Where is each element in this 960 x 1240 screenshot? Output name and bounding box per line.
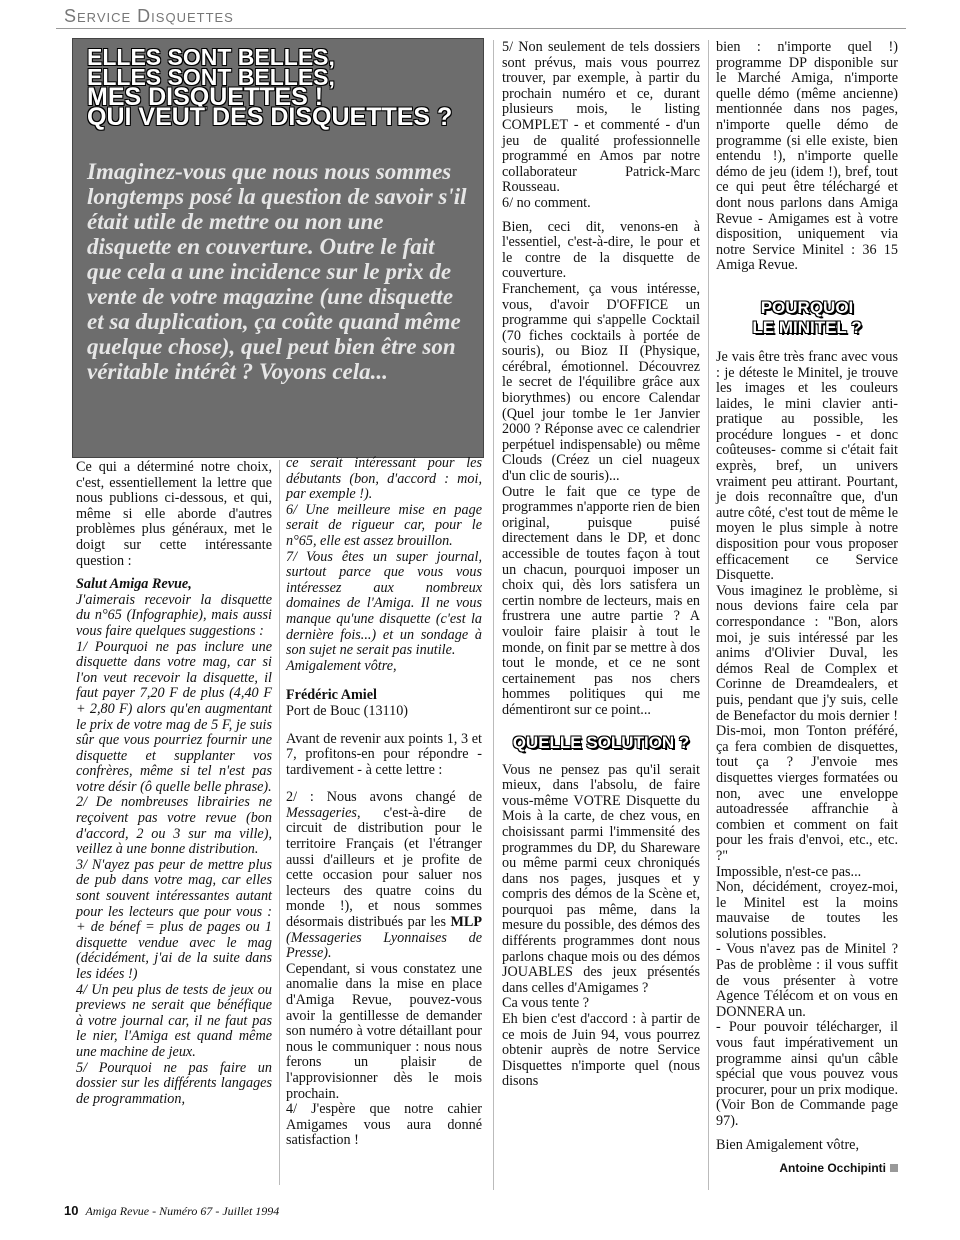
header-rule (56, 28, 906, 29)
intro-box (72, 38, 484, 458)
col4-para: Impossible, n'est-ce pas... (716, 863, 862, 880)
column-rule (493, 40, 494, 1190)
col2-para: ce serait intéressant pour les débutants (bon, d'accord : moi, par exemple !). (286, 455, 482, 503)
col3-para: Outre le fait que ce type de programmes n'apporte rien de bien original, puisque puisé directement dans le DP, et donc accessible de toutes façon à tout un chacun, pourquoi imposer un choix qui, dès lors satisfera un certin nombre de lecteurs, mais en frustrera une autre partie ? A vouloir faire plaisir à tout le monde, on finit par se mettre à dos tout le monde, et ce ne sont certainement pas nos chers hommes politiques qui me démentiront sur ce point... (502, 483, 700, 718)
col3-para: Bien, ceci dit, venons-en à l'essentiel, c'est-à-dire, le pour et le contre de la disquette de couverture. (502, 218, 700, 282)
column-3 (502, 40, 700, 1090)
letter-city: Port de Bouc (13110) (286, 702, 409, 719)
text: MLP (450, 914, 482, 931)
lead-paragraph: Imaginez-vous que nous nous sommes longtemps posé la question de savoir s'il était utile de mettre ou non une disquette en couverture. Outre le fait que cela a une incidence sur le prix de vente de votre magazine (une disquette et sa duplication, ça coûte quand même quelque chose), quel peut bien être son véritable intérêt ? Voyons cela... (87, 159, 467, 384)
section-header: Service Disquettes (64, 6, 234, 26)
text: , c'est-à-dire de circuit de distribution pour le territoire Français (et l'étranger aussi d'ailleurs et je profite de cette occasion pour saluer nos lecteurs des quatre coins du monde !), et nous sommes désormais distribués par les (286, 804, 482, 931)
col2-para: 4/ J'espère que notre cahier Amigames vous aura donné satisfaction ! (286, 1101, 482, 1149)
col1-para: 1/ Pourquoi ne pas inclure une disquette dans votre mag, car si l'on veut recevoir la disquette, il faut payer 7,20 F de plus (4,40 F + 2,80 F) alors qu'en augmentant le prix de votre mag de 5 F, je suis sûr que vous pourriez fournir une disquette et supplanter vos confrères, même si tel n'est pas votre désir (ô quelle belle phrase). (76, 638, 272, 795)
letter-salutation: Salut Amiga Revue, (76, 576, 192, 593)
col3-para: 5/ Non seulement de tels dossiers sont prévus, mais vous pourrez trouver, par exemple, à partir du prochain numéro et ce, durant plusieurs mois, le listing COMPLET - et commenté - d'un jeu de qualité professionnelle programmé en Amos par notre collaborateur Patrick-Marc Rousseau. (502, 39, 700, 196)
author-signature (716, 1161, 898, 1177)
subheading-line: LE MINITEL ? (752, 317, 862, 337)
col1-para: Ce qui a déterminé notre choix, c'est, essentiellement la lettre que nous publions ci-dessous, et qui, même si elle aborde d'autres problèmes plus généraux, met le doigt sur cette intéressante question : (76, 459, 272, 569)
subheading-pourquoi-minitel (716, 298, 898, 338)
col2-para: Avant de revenir aux points 1, 3 et 7, profitons-en pour répondre - tardivement - à cette lettre : (286, 730, 482, 778)
col4-para: bien : n'importe quel !) programme DP disponible sur le Marché Amiga, n'importe quelle démo (même ancienne) mentionnée dans nos pages, n'importe quelle démo de programme (si elle existe, bien entendu !), n'importe quelle démo de jeu (idem !), bref, tout ce qui peut être téléchargé et dont nous parlons dans Amiga Revue - Amigames est à votre disposition, uniquement via notre Service Minitel : 36 15 Amiga Revue. (716, 39, 898, 274)
col3-para: Eh bien c'est d'accord : à partir de ce mois de Juin 94, vous pourrez obtenir auprès de notre Service Disquettes n'importe quel (nous disons (502, 1011, 700, 1090)
title-line-1: ELLES SONT BELLES, (87, 44, 335, 70)
col3-para: Ca vous tente ? (502, 995, 590, 1012)
column-4 (716, 40, 898, 1177)
col4-closing: Bien Amigalement vôtre, (716, 1136, 860, 1153)
title-line-4: QUI VEUT DES DISQUETTES ? (87, 103, 453, 131)
col4-para: Je vais être très franc avec vous : je déteste le Minitel, je trouve les images et les couleurs laides, le mini clavier anti-pratique au possible, les procédure longues - et donc coûteuses- comme si c'était fait exprès, bref, un univers vraiment peu attirant. Pourtant, je dois reconnaître que, d'un autre côté, c'est tout de même le moyen le plus simple à notre disposition pour vous proposer efficacement ce Service Disquette. (716, 348, 898, 584)
subheading-quelle-solution: QUELLE SOLUTION ? (512, 732, 690, 752)
column-2 (286, 456, 482, 1149)
signature-text: Antoine Occhipinti (779, 1161, 886, 1176)
column-rule (279, 460, 280, 1185)
col4-para: - Pour pouvoir télécharger, il vous faut impérativement un programme ainsi qu'un câble spécial que vous pouvez vous procurer, pour un prix modique. (Voir Bon de Commande page 97). (716, 1019, 898, 1129)
col1-para: 4/ Un peu plus de tests de jeux ou previews ne serait que bénéfique à votre journal car, il ne faut pas le nier, l'Amiga est quand même une machine de jeux. (76, 981, 272, 1060)
col4-para: Non, décidément, croyez-moi, le Minitel est la moins mauvaise de toutes les solutions possibles. (716, 879, 898, 942)
col3-para: Franchement, ça vous intéresse, vous, d'avoir D'OFFICE un programme qui s'appelle Cocktail (70 fiches cocktails à portée de souris), ou Bioz II (Physique, cérébral, émotionnel. Découvrez le secret de l'équilibre grâce aux biorythmes) ou encore Calendar (Quel jour tombe le 1er Janvier 2000 ? Réponse avec ce calendrier perpétuel indispensable) ou même Clouds (Créez un ciel nuageux d'un clic de souris)... (502, 280, 700, 485)
title-line-3: MES DISQUETTES ! (87, 83, 324, 111)
col2-para (286, 790, 482, 962)
page-footer (64, 1203, 279, 1219)
text: (Messageries Lyonnaises de Presse). (286, 929, 482, 962)
col2-para: Cependant, si vous constatez une anomalie dans la mise en place d'Amiga Revue, pouvez-vous avoir la gentillesse de demander son numéro à votre détaillant pour nous le communiquer : nous nous ferons un plaisir de l'approvisionner dès le mois prochain. (286, 960, 482, 1102)
col4-para: Vous imaginez le problème, si nous devions faire cela par correspondance : "Bon, alors moi, je suis intéressé par les anims d'Olivier Duval, les démos Real de Complex et Corinne de Dreamdealers, et puis, pendant que j'y suis, celle de Benefactor du mois dernier ! Dis-moi, mon Tonton préféré, ça fera combien de disquettes, tout ça ? J'envoie mes disquettes vierges formatées ou non, avec une enveloppe autoadressée affranchie à combien et comment on fait pour les frais d'envoi, etc., etc. ?" (716, 582, 898, 864)
col1-para: J'aimerais recevoir la disquette du n°65 (Infographie), mais aussi vous faire quelques suggestions : (76, 591, 272, 639)
col2-para: 6/ Une meilleure mise en page serait de rigueur car, pour le n°65, elle est assez brouillon. (286, 501, 482, 549)
publication-info: Amiga Revue - Numéro 67 - Juillet 1994 (85, 1204, 280, 1218)
title-line-2: ELLES SONT BELLES, (87, 64, 335, 90)
page-number: 10 (64, 1203, 79, 1218)
column-rule (708, 40, 709, 1190)
col1-para: 5/ Pourquoi ne pas faire un dossier sur les différents langages de programmation, (76, 1059, 272, 1107)
col3-para: 6/ no comment. (502, 194, 591, 211)
text: 2/ : Nous avons changé de (286, 789, 482, 806)
column-1 (76, 460, 272, 1107)
col4-para: - Vous n'avez pas de Minitel ? Pas de problème : il vous suffit de vous présenter à votre Agence Télécom et on vous en DONNERA un. (716, 941, 898, 1020)
col3-para: Vous ne pensez pas qu'il serait mieux, dans l'absolu, de faire vous-même VOTRE Disquette du Mois à la carte, de chez vous, en choisissant parmi l'immensité des programmes du DP, du Shareware ou même parmi ceux chroniqués dans nos pages, jusques et y compris des démos de la Scène et, pourquoi pas même, dans la mesure du possible, des démos des différents programmes dont nous parlons chaque mois ou des démos JOUABLES des jeux présentés dans celles d'Amigames ? (502, 761, 700, 996)
article-title (87, 44, 453, 131)
col2-para: Amigalement vôtre, (286, 657, 397, 674)
col2-para: 7/ Vous êtes un super journal, surtout parce que vous vous intéressez aux nombreux domaines de l'Amiga. Il ne vous manque qu'une disquette (c'est la dernière fois...) et un sondage à son sujet ne serait pas inutile. (286, 548, 482, 659)
subheading-line: POURQUOI (760, 297, 854, 317)
col1-para: 2/ De nombreuses librairies ne reçoivent pas votre revue (bon d'accord, 2 ou 3 sur ma ville), veillez à une bonne distribution. (76, 794, 272, 858)
end-square-icon (890, 1164, 898, 1172)
col1-para: 3/ N'ayez pas peur de mettre plus de pub dans votre mag, car elles sont souvent intéressantes autant pour les lecteurs que pour vous : + de bénef = plus de pages ou 1 disquette vendue avec le mag (décidément, j'ai de la suite dans les idées !) (76, 856, 272, 982)
text: Messageries (286, 804, 357, 821)
letter-author: Frédéric Amiel (286, 687, 377, 704)
